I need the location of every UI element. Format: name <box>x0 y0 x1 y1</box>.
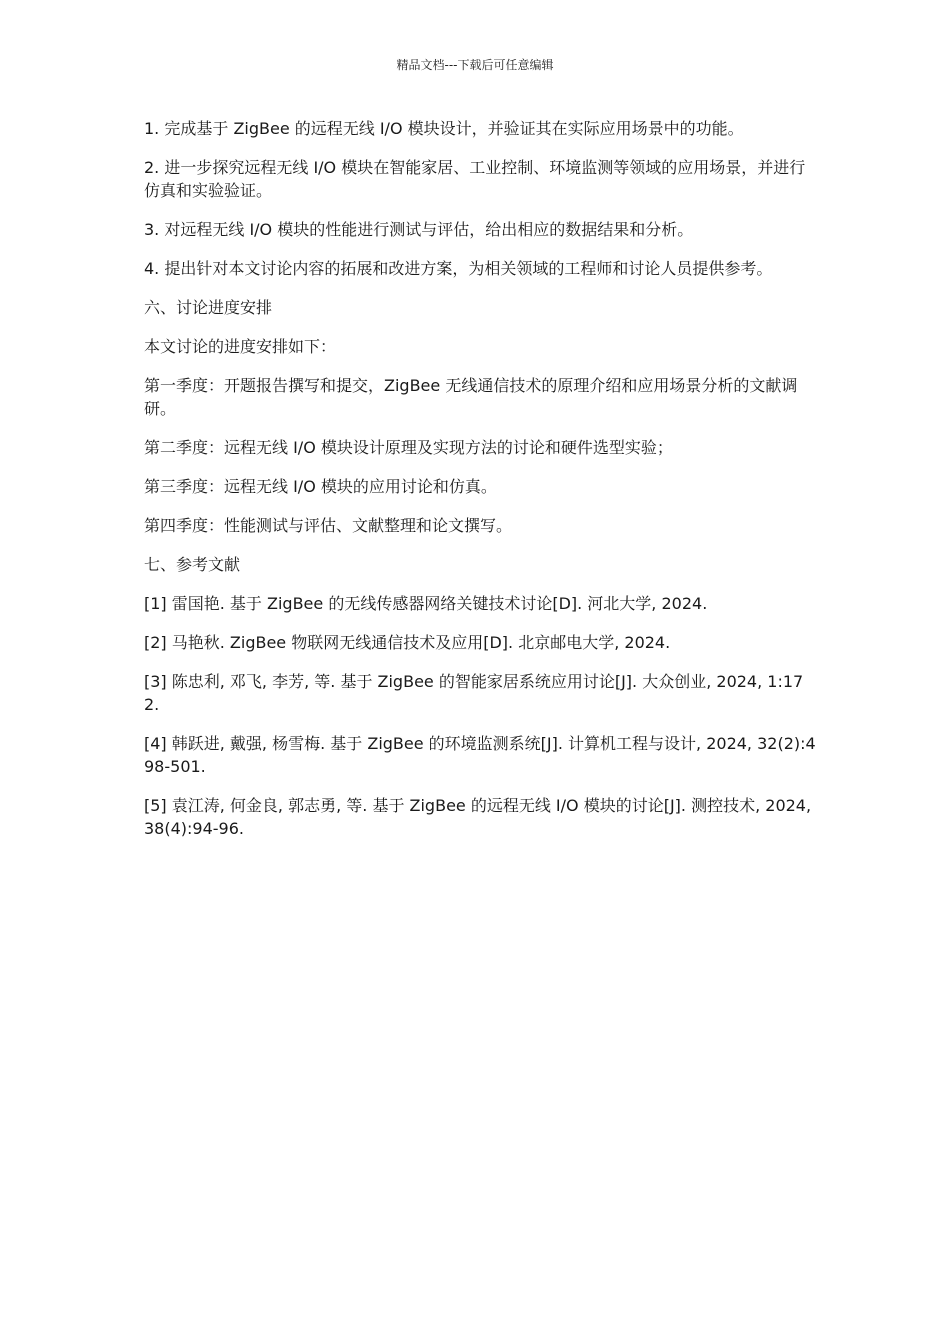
section-heading-references: 七、参考文献 <box>144 555 241 574</box>
section-heading-schedule: 六、讨论进度安排 <box>144 298 273 317</box>
schedule-q2: 第二季度：远程无线 I/O 模块设计原理及实现方法的讨论和硬件选型实验； <box>144 438 673 457</box>
reference-5: [5] 袁江涛, 何金良, 郭志勇, 等. 基于 ZigBee 的远程无线 I/O 模块的讨论[J]. 测控技术, 2024, 38(4):94-96. <box>144 796 812 838</box>
reference-3: [3] 陈忠利, 邓飞, 李芳, 等. 基于 ZigBee 的智能家居系统应用讨论[J]. 大众创业, 2024, 1:172. <box>144 672 804 714</box>
schedule-q4: 第四季度：性能测试与评估、文献整理和论文撰写。 <box>144 516 513 535</box>
schedule-q1: 第一季度：开题报告撰写和提交，ZigBee 无线通信技术的原理介绍和应用场景分析的文献调研。 <box>144 376 798 418</box>
objective-item-2: 2. 进一步探究远程无线 I/O 模块在智能家居、工业控制、环境监测等领域的应用场景，并进行仿真和实验验证。 <box>144 158 806 200</box>
document-body <box>144 117 816 856</box>
objective-item-4: 4. 提出针对本文讨论内容的拓展和改进方案，为相关领域的工程师和讨论人员提供参考。 <box>144 259 773 278</box>
objective-item-1: 1. 完成基于 ZigBee 的远程无线 I/O 模块设计，并验证其在实际应用场景中的功能。 <box>144 119 744 138</box>
objective-item-3: 3. 对远程无线 I/O 模块的性能进行测试与评估，给出相应的数据结果和分析。 <box>144 220 694 239</box>
reference-1: [1] 雷国艳. 基于 ZigBee 的无线传感器网络关键技术讨论[D]. 河北大学, 2024. <box>144 594 708 613</box>
reference-4: [4] 韩跃进, 戴强, 杨雪梅. 基于 ZigBee 的环境监测系统[J]. 计算机工程与设计, 2024, 32(2):498-501. <box>144 734 816 776</box>
reference-2: [2] 马艳秋. ZigBee 物联网无线通信技术及应用[D]. 北京邮电大学, 2024. <box>144 633 671 652</box>
schedule-q3: 第三季度：远程无线 I/O 模块的应用讨论和仿真。 <box>144 477 497 496</box>
schedule-intro: 本文讨论的进度安排如下： <box>144 337 337 356</box>
page-header: 精品文档---下载后可任意编辑 <box>396 58 554 72</box>
